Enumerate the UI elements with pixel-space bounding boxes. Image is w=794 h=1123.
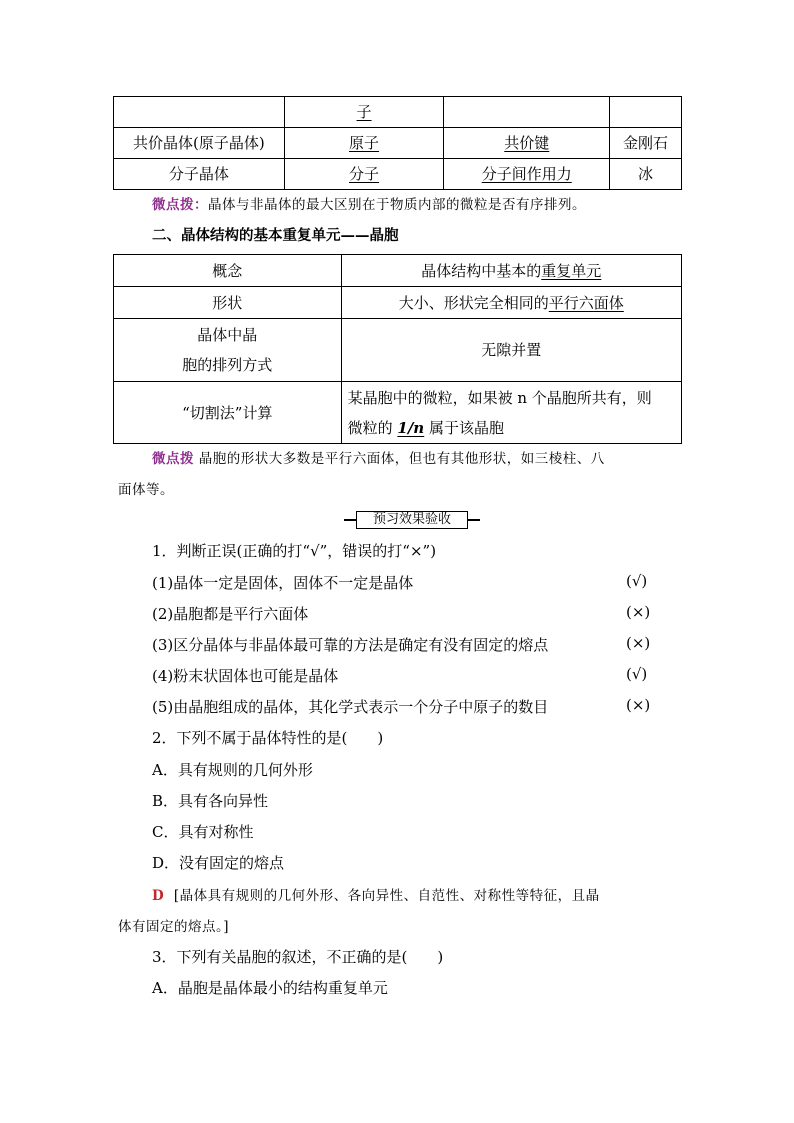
- answer-letter: D: [152, 888, 165, 904]
- table-cell: 分子晶体: [114, 159, 285, 190]
- judge-mark: (×): [626, 603, 651, 621]
- table-cell: [610, 97, 682, 128]
- table-row: [114, 255, 682, 287]
- table-cell: 无隙并置: [341, 319, 681, 382]
- banner-label: 预习效果验收: [356, 511, 468, 529]
- option: C．具有对称性: [152, 823, 254, 841]
- cell-line: [348, 413, 677, 443]
- table-cell: [114, 97, 285, 128]
- explanation-text-continued: 体有固定的熔点。]: [118, 919, 230, 935]
- option: B．具有各向异性: [152, 792, 269, 810]
- table-cell: [114, 319, 342, 382]
- table-cell: 分子间作用力: [444, 159, 610, 190]
- table-cell: [444, 97, 610, 128]
- judge-item: (4)粉末状固体也可能是晶体: [152, 667, 339, 685]
- judge-mark: (×): [626, 696, 651, 714]
- cell-text: 属于该晶胞: [424, 418, 504, 437]
- answer-explanation: [152, 884, 600, 904]
- question-stem: 2．下列不属于晶体特性的是( ): [152, 729, 384, 747]
- cell-line: 晶体中晶: [197, 326, 258, 344]
- tip-label: 微点拨：: [152, 197, 208, 213]
- table-row: [114, 382, 682, 444]
- cell-underlined: 1/n: [397, 418, 425, 437]
- judge-mark: (√): [626, 665, 648, 683]
- table-row: [114, 128, 682, 159]
- tip-note: [152, 447, 605, 467]
- tip-text: 晶胞的形状大多数是平行六面体，但也有其他形状，如三棱柱、八: [198, 451, 605, 467]
- explanation-text: [晶体具有规则的几何外形、各向异性、自范性、对称性等特征，且晶: [173, 888, 600, 904]
- question-stem: 3．下列有关晶胞的叙述，不正确的是( ): [152, 948, 444, 966]
- table-cell: 冰: [610, 159, 682, 190]
- table-cell: [341, 287, 681, 319]
- option: A．晶胞是晶体最小的结构重复单元: [152, 979, 388, 997]
- table-cell: 分子: [284, 159, 444, 190]
- cell-line: 胞的排列方式: [182, 356, 273, 374]
- cell-underlined: 平行六面体: [548, 293, 624, 312]
- unit-cell-table: [113, 254, 682, 444]
- judge-mark: (√): [626, 572, 648, 590]
- table-cell: [341, 382, 681, 444]
- judge-item: (2)晶胞都是平行六面体: [152, 605, 309, 623]
- table-cell: “切割法”计算: [114, 382, 342, 444]
- table-row: [114, 319, 682, 382]
- table-cell: 概念: [114, 255, 342, 287]
- table-cell: 形状: [114, 287, 342, 319]
- cell-underlined: 重复单元: [541, 261, 602, 280]
- tip-label: 微点拨: [152, 451, 194, 467]
- option: A．具有规则的几何外形: [152, 761, 313, 779]
- tip-text: 晶体与非晶体的最大区别在于物质内部的微粒是否有序排列。: [208, 197, 586, 213]
- cell-text: 微粒的: [347, 418, 398, 437]
- cell-line: 某晶胞中的微粒，如果被 n 个晶胞所共有，则: [347, 388, 652, 407]
- tip-text-continued: 面体等。: [118, 482, 174, 498]
- crystal-types-table: [113, 96, 682, 190]
- question-stem: 1．判断正误(正确的打“√”，错误的打“×”): [152, 542, 437, 560]
- tip-note: [152, 193, 586, 213]
- section-banner: [344, 511, 480, 529]
- table-cell: 原子: [284, 128, 444, 159]
- table-row: [114, 159, 682, 190]
- table-row: [114, 287, 682, 319]
- table-row: [114, 97, 682, 128]
- judge-mark: (×): [626, 634, 651, 652]
- cell-text: 晶体结构中基本的: [421, 261, 542, 280]
- cell-text: 大小、形状完全相同的: [398, 293, 549, 312]
- table-cell: 子: [284, 97, 444, 128]
- option: D．没有固定的熔点: [152, 854, 285, 872]
- table-cell: 金刚石: [610, 128, 682, 159]
- table-cell: [341, 255, 681, 287]
- judge-item: (5)由晶胞组成的晶体，其化学式表示一个分子中原子的数目: [152, 698, 549, 716]
- table-cell: 共价晶体(原子晶体): [114, 128, 285, 159]
- section-title: 二、晶体结构的基本重复单元——晶胞: [152, 227, 399, 244]
- table-cell: 共价键: [444, 128, 610, 159]
- judge-item: (3)区分晶体与非晶体最可靠的方法是确定有没有固定的熔点: [152, 636, 549, 654]
- judge-item: (1)晶体一定是固体，固体不一定是晶体: [152, 574, 414, 592]
